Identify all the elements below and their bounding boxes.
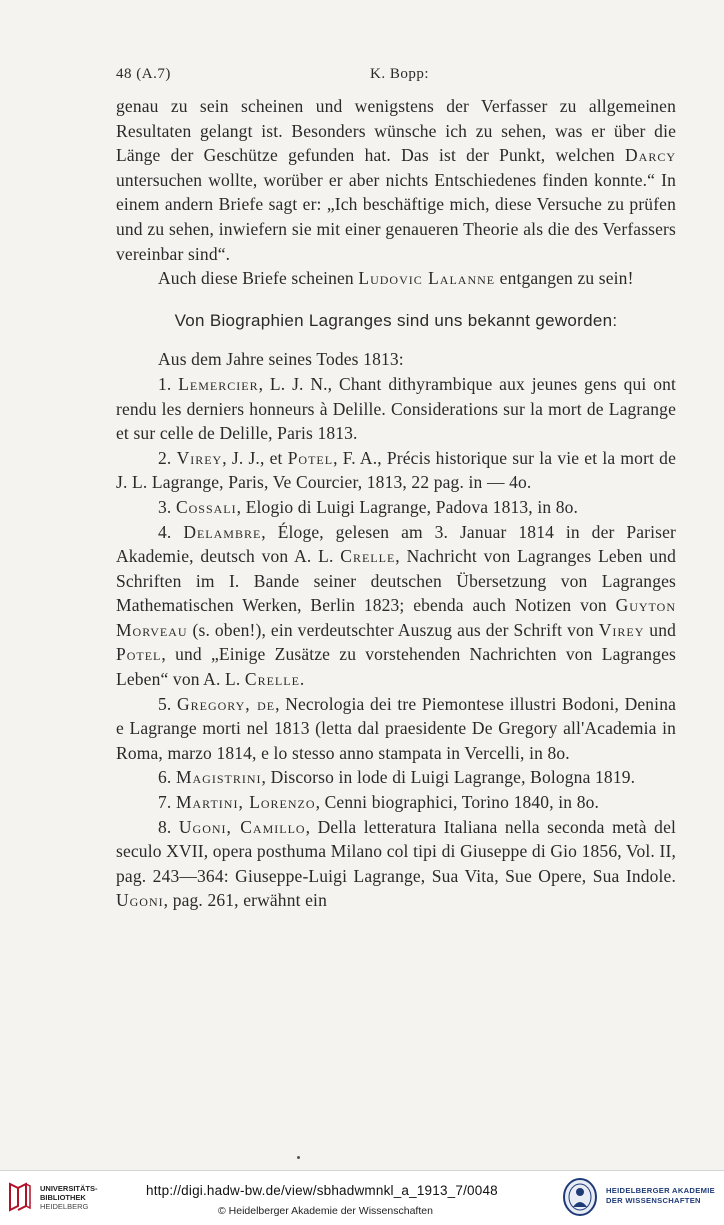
author-name: Crelle [340,546,396,567]
text-run: 7. [158,792,176,813]
academy-name: HEIDELBERGER AKADEMIE DER WISSENSCHAFTEN [606,1186,715,1205]
author-name: Magistrini [175,767,262,788]
copyright-notice: © Heidelberger Akademie der Wissenschaften [218,1205,433,1217]
text-run: 4. [158,521,184,542]
text-run: und [644,619,676,640]
paragraph-continued [116,94,676,266]
text-run: entgangen zu sein! [495,268,634,289]
text-run: . [299,669,305,690]
permalink-url[interactable]: http://digi.hadw-bw.de/view/sbhadwmnkl_a_1913_7/0048 [146,1183,498,1198]
paragraph [116,266,676,291]
author-name: Gregory, de [177,693,276,714]
text-run: , J. J., et [222,447,288,468]
text-run: , pag. 261, erwähnt ein [163,890,327,911]
paragraph [116,520,676,692]
text-run: , Della letteratura Italiana nella seconda metà del seculo XVII, opera posthuma Milano col tipi di Giuseppe di Gio 1856, Vol. II, pag. 243—364: Giuseppe-Luigi Lagrange, Sua Vita, Sue Opere, Sua Indole. [116,816,676,886]
text-run: Aus dem Jahre seines Todes 1813: [158,349,404,370]
text-run: 3. [158,496,176,517]
scan-speck [297,1156,300,1159]
text-run: , Discorso in lode di Luigi Lagrange, Bologna 1819. [261,767,636,788]
text-run: , Cenni biographici, Torino 1840, in 8o. [315,792,600,813]
author-name: Ugoni [116,890,164,911]
author-name: Ludovic Lalanne [358,268,496,289]
author-name: Guyton Morveau [116,595,676,640]
author-name: Martini, Lorenzo [175,792,316,813]
body-text [116,94,676,913]
university-library-name: UNIVERSITÄTS- BIBLIOTHEK HEIDELBERG [40,1184,98,1211]
author-name: Crelle [244,669,300,690]
text-run: , Elogio di Luigi Lagrange, Padova 1813, in 8o. [236,496,579,517]
text-run: 6. [158,767,176,788]
author-name: Lemercier [178,373,259,394]
text-run: , Necrologia dei tre Piemontese illustri Bodoni, Denina e Lagrange morti nel 1813 (letta dal praesidente De Gregory all'Academia in Roma, marzo 1814, e lo stesso anno stampata in Vercelli, in 8o. [116,693,677,763]
text-run: untersuchen wollte, worüber er aber nichts Entschiedenes finden konnte.“ In einem andern Briefe sagt er: „Ich beschäftige mich, diese Versuche zu prüfen und zu sehen, inwiefern sie mit einer genaueren Theorie als die des Verfassers vereinbar sind“. [116,169,676,264]
paragraph [116,446,676,495]
text-run: , Éloge, gelesen am 3. Januar 1814 in der Pariser Akademie, deutsch von A. L. [116,521,677,567]
footer-bar [0,1170,724,1225]
running-author: K. Bopp: [370,66,430,82]
paragraph [116,815,676,913]
text-run: 1. [158,373,179,394]
section-heading [116,309,676,334]
author-name: Potel [287,447,334,468]
text-run: 5. [158,693,177,714]
paragraph [116,347,676,372]
paragraph [116,495,676,520]
text-run: , und „Einige Zusätze zu vorstehenden Nachrichten von Lagranges Leben“ von A. L. [116,644,676,690]
paragraph [116,765,676,790]
author-name: Virey [598,619,645,640]
paragraph [116,790,676,815]
author-name: Cossali [175,496,237,517]
text-run: , Nachricht von Lagranges Leben und Schriften im I. Bande seiner deutschen Übersetzung von Lagranges Mathematischen Werken, Berlin 1823; ebenda auch Notizen von [116,546,676,616]
text-run: (s. oben!), ein verdeutschter Auszug aus der Schrift von [187,619,599,640]
text-run: , L. J. N., Chant dithyrambique aux jeunes gens qui ont rendu les derniers honneurs à Delille. Considerations sur la mort de Lagrange et sur celle de Delille, Paris 1813. [116,373,677,444]
paragraph [116,692,676,766]
running-header [116,66,676,90]
author-name: Potel [116,644,162,665]
paragraph [116,372,676,446]
text-run: 8. [158,816,179,837]
text-run: Von Biographien Lagranges sind uns bekannt geworden: [174,310,618,330]
text-run: Auch diese Briefe scheinen [158,268,359,289]
author-name: Darcy [625,145,676,166]
page-number: 48 (A.7) [116,66,171,82]
text-run: 2. [158,447,177,468]
text-run: genau zu sein scheinen und wenigstens der Verfasser zu allgemeinen Resultaten gelangt ist. Besonders wünsche ich zu sehen, was er über die Länge der Geschütze gefunden hat. Das ist der Punkt, welchen [116,96,676,166]
author-name: Delambre [183,521,262,542]
text-run: , F. A., Précis historique sur la vie et la mort de J. L. Lagrange, Paris, Ve Courcier, 1813, 22 pag. in — 4o. [116,447,677,493]
university-library-logo-icon [6,1180,34,1214]
author-name: Virey [176,447,223,468]
author-name: Ugoni, Camillo [178,816,306,837]
academy-seal-icon [562,1177,598,1217]
